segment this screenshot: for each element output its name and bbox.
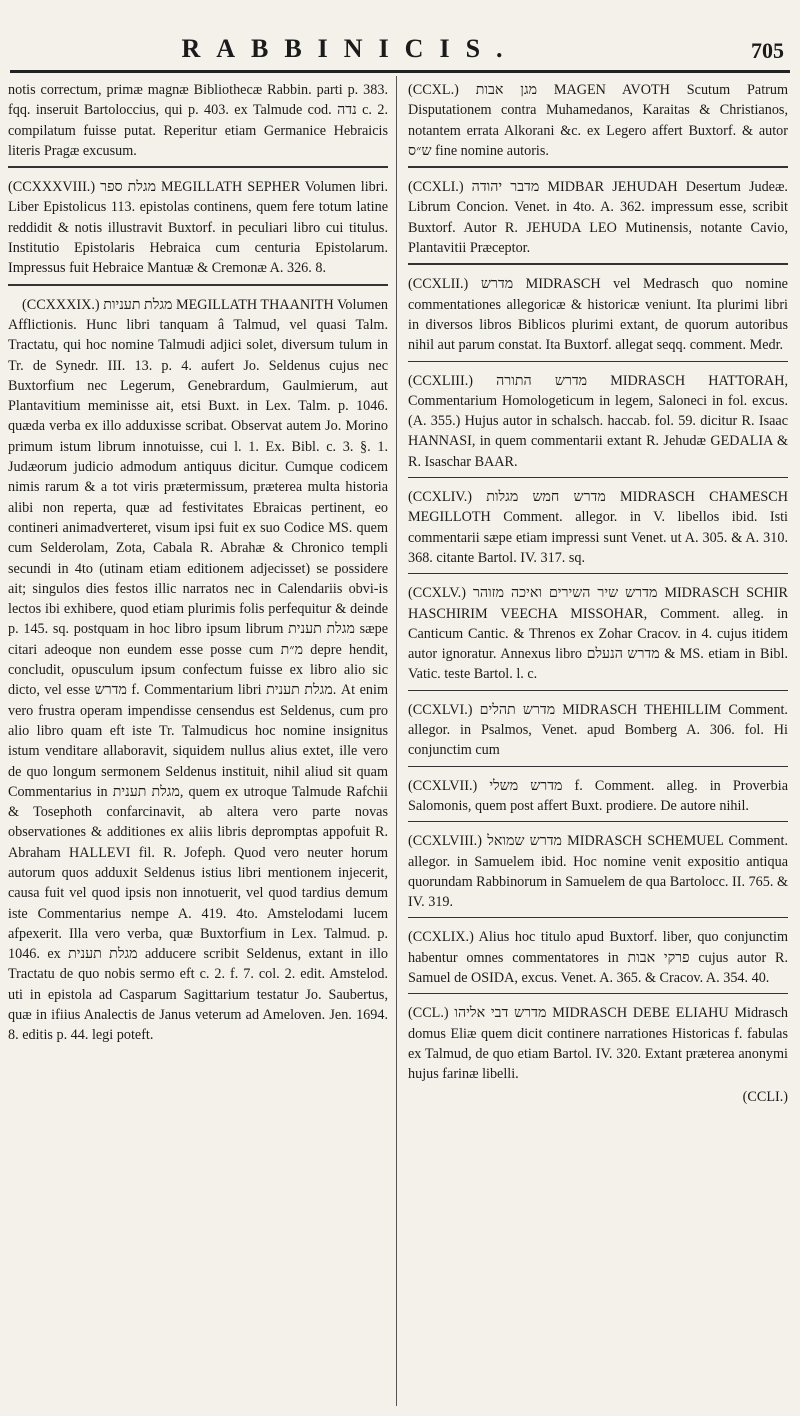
- entry-separator: [408, 477, 788, 478]
- entry-ccxlix: (CCXLIX.) Alius hoc titulo apud Buxtorf. liber, quo conjunctim habentur omnes commentatores in פרקי אבות cujus autor R. Samuel de OSIDA, excus. Venet. A. 365. & Cracov. A. 354. 40.: [408, 929, 788, 986]
- entry-ccxlvi: (CCXLVI.) מדרש תהלים MIDRASCH THEHILLIM Comment. allegor. in Psalmos, Venet. apud Bomberg A. 306. fol. Hi conjunctim cum: [408, 701, 788, 759]
- left-column: [8, 80, 388, 1406]
- entry-ccxlv: (CCXLV.) מדרש שיר השירים ואיכה מזוהר MIDRASCH SCHIR HASCHIRIM VEECHA MISSOHAR, Comment. alleg. in Canticum Cantic. & Threnos ex Zohar Cracov. in 4. cujus itidem autor ignoratur. Annexus libro מדרש הנעלם & MS. etiam in Bibl. Vatic. teste Bartol. l. c.: [408, 585, 788, 683]
- entry-separator: [408, 690, 788, 691]
- entry-ccxxxviii: (CCXXXVIII.) מגלת ספר MEGILLATH SEPHER Volumen libri. Liber Epistolicus 113. epistolas continens, quem fere totum latine reddidit & notis illustravit Buxtorf. in peculiari libro cui titulus. Institutio Epistolaris Hebraica cum centuria Epistolarum. Impressus fuit Hebraice Mantuæ & Cremonæ A. 326. 8.: [8, 179, 388, 277]
- catchword: (CCLI.): [742, 1089, 788, 1106]
- entry-separator: [8, 166, 388, 168]
- entry-separator: [408, 361, 788, 362]
- entry-separator: [408, 821, 788, 822]
- entry-ccxlviii: (CCXLVIII.) מדרש שמואל MIDRASCH SCHEMUEL Comment. allegor. in Samuelem ibid. Hoc nomine venit expositio antiqua quorundam Rabbinorum in Samuelem de qua Bartolocc. II. 765. & IV. 319.: [408, 833, 788, 911]
- page-number: 705: [751, 38, 784, 63]
- entry-ccxlvii: (CCXLVII.) מדרש משלי f. Comment. alleg. in Proverbia Salomonis, quem post affert Buxt. prodiere. De autore nihil.: [408, 777, 788, 814]
- entry-separator: [408, 993, 788, 994]
- entry-ccxliii: (CCXLIII.) מדרש התורה MIDRASCH HATTORAH, Commentarium Homologeticum in legem, Saloneci in fol. excus. (A. 355.) Hujus autor in schalsch. haccab. fol. 59. dicitur R. Isaac HANNASI, in quem commentarii extant R. Jehudæ GEDALIA & R. Isaschar BAAR.: [408, 372, 788, 470]
- entry-continuation: notis correctum, primæ magnæ Bibliothecæ Rabbin. parti p. 383. fqq. inseruit Bartoloccius, qui p. 403. ex Talmude cod. נדה c. 2. compilatum fuisse putat. Reperitur etiam Germanice Hebraicis literis Pragæ excusum.: [8, 82, 388, 159]
- entry-ccxliv: (CCXLIV.) מדרש חמש מגלות MIDRASCH CHAMESCH MEGILLOTH Comment. allegor. in V. libellos ibid. Isti commentarii sæpe etiam impressi sunt Venet. ut A. 305. & A. 310. 368. citante Bartol. IV. 317. sq.: [408, 489, 788, 566]
- running-head: [0, 34, 800, 74]
- running-title: RABBINICIS.: [181, 34, 519, 63]
- column-divider: [396, 76, 397, 1406]
- entry-separator: [408, 766, 788, 767]
- entry-ccxli: (CCXLI.) מדבר יהודה MIDBAR JEHUDAH Desertum Judeæ. Librum Concion. Venet. in 4to. A. 362. impressum esse, scribit Buxtorf. Autor R. JEHUDA LEO Mutinensis, notante Cavio, Plantavitii Præceptor.: [408, 179, 788, 257]
- entry-separator: [408, 573, 788, 574]
- entry-separator: [408, 263, 788, 265]
- entry-ccxlii: (CCXLII.) מדרש MIDRASCH vel Medrasch quo nomine commentationes allegoricæ & historicæ veniunt. Ita plurimi libri in diversos libros Biblicos plurimi extant, de quorum autoribus nihil aut parum constat. Ita Buxtorf. allegat seqq. comment. Medr.: [408, 276, 788, 354]
- entry-ccxl: (CCXL.) מגן אבות MAGEN AVOTH Scutum Patrum Disputationem contra Muhamedanos, Karaitas & Christianos, notantem errata Alkorani &c. ex Legero affert Buxtorf. & autor ש״ס fine nomine autoris.: [408, 82, 788, 159]
- header-rule: [10, 70, 790, 73]
- entry-separator: [408, 917, 788, 918]
- entry-separator: [8, 284, 388, 286]
- entry-ccxxxix: (CCXXXIX.) מגלת תעניות MEGILLATH THAANITH Volumen Afflictionis. Hunc libri tanquam â Talmud, vel quasi Talm. Tractatu, qui hoc nomine Talmudi adjici solet, diversum tulum in Tr. de Synedr. III. 13. p. 4. aufert Jo. Seldenus cujus nec Buxtorfium nec Legerum, Genebrardum, Gaulmierum, aut Plantavitium meminisse ait, etsi Buxt. in Lex. Talm. p. 1046. quæda verba ex illo adduxisse scribat. Observat autem Jo. Morino primum istum librum innotuisse, cui l. 1. Ex. Bibl. c. 3. §. 1. Judæorum judicio admodum antiquus dicitur. Cumque codicem nimis rarum & a tot viris prætermissum, præterea multa historia alibi non reperta, quæ ad festivitates Ebraicas pertinent, eo contineri animadverteret, visum ipsi fuit ex suo Codice MS. quem cum Selderolam, Zota, Cabala R. Abrahæ & Chronico templi secundi in 4to (utinam etiam editionem adjecisset) se possidere ait; singulos dies festos illic narratos nec in Calendariis obvi-is lectos ibi exhibere, quod etiam plurimis folis perfequitur & deinde p. 145. sq. postquam in hoc libro ipsum librum מגלת תענית sæpe citari adeoque non eundem esse posse cum מ״ת depre hendit, concludit, opusculum ipsum confectum fuisse ex libro alio sic dicto, vel esse מדרש f. Commentarium libri מגלת תענית. At enim vero frustra operam impendisse censendus est Seldenus, cum pro alio libro quam eft iste Tr. Talmudicus hoc nomine insignitus istum venditare allaboravit, siquidem nullus alius extet, ille vero de quo longum sermonem Seldenus instituit, nihil aliud sit quam Commentarius in מגלת תענית, quem ex utroque Talmude Rafchii & Tosephoth confarcinavit, ab altera vero parte novas observationes & additiones ex aliis libris depromptas appofuit R. Abraham HALLEVI fil. R. Jofeph. Quod vero neuter horum autorum quos adduxit Seldenus istius libri mentionem injecerit, causa fuit vel quod ipsis non innotuerit, vel quod tardius demum iste Commentarius nempe A. 419. 4to. Amstelodami lucem afpexerit. Illa vero verba, quæ Buxtorfium in Lex. Talmud. p. 1046. ex מגלת תענית adducere scribit Seldenus, extant in illo Tractatu de quo nobis sermo eft c. 2. f. 7. col. 2. edit. Amstelod. uti in epistola ad Casparum Sagittarium testatur Jo. Saubertus, quæ in ifiius Analectis de Janus veterum ad Ameloven. Jen. 1694. 8. editis p. 44. legi poteft.: [8, 296, 388, 1044]
- entry-separator: [408, 166, 788, 168]
- right-column: [408, 80, 788, 1406]
- entry-ccl: (CCL.) מדרש דבי אליהו MIDRASCH DEBE ELIAHU Midrasch domus Eliæ quem dicit continere narrationes Historicas f. fabulas ex Talmud, de quo etiam Bartol. IV. 320. Extant præterea anonymi hujus farinæ libelli.: [408, 1005, 788, 1083]
